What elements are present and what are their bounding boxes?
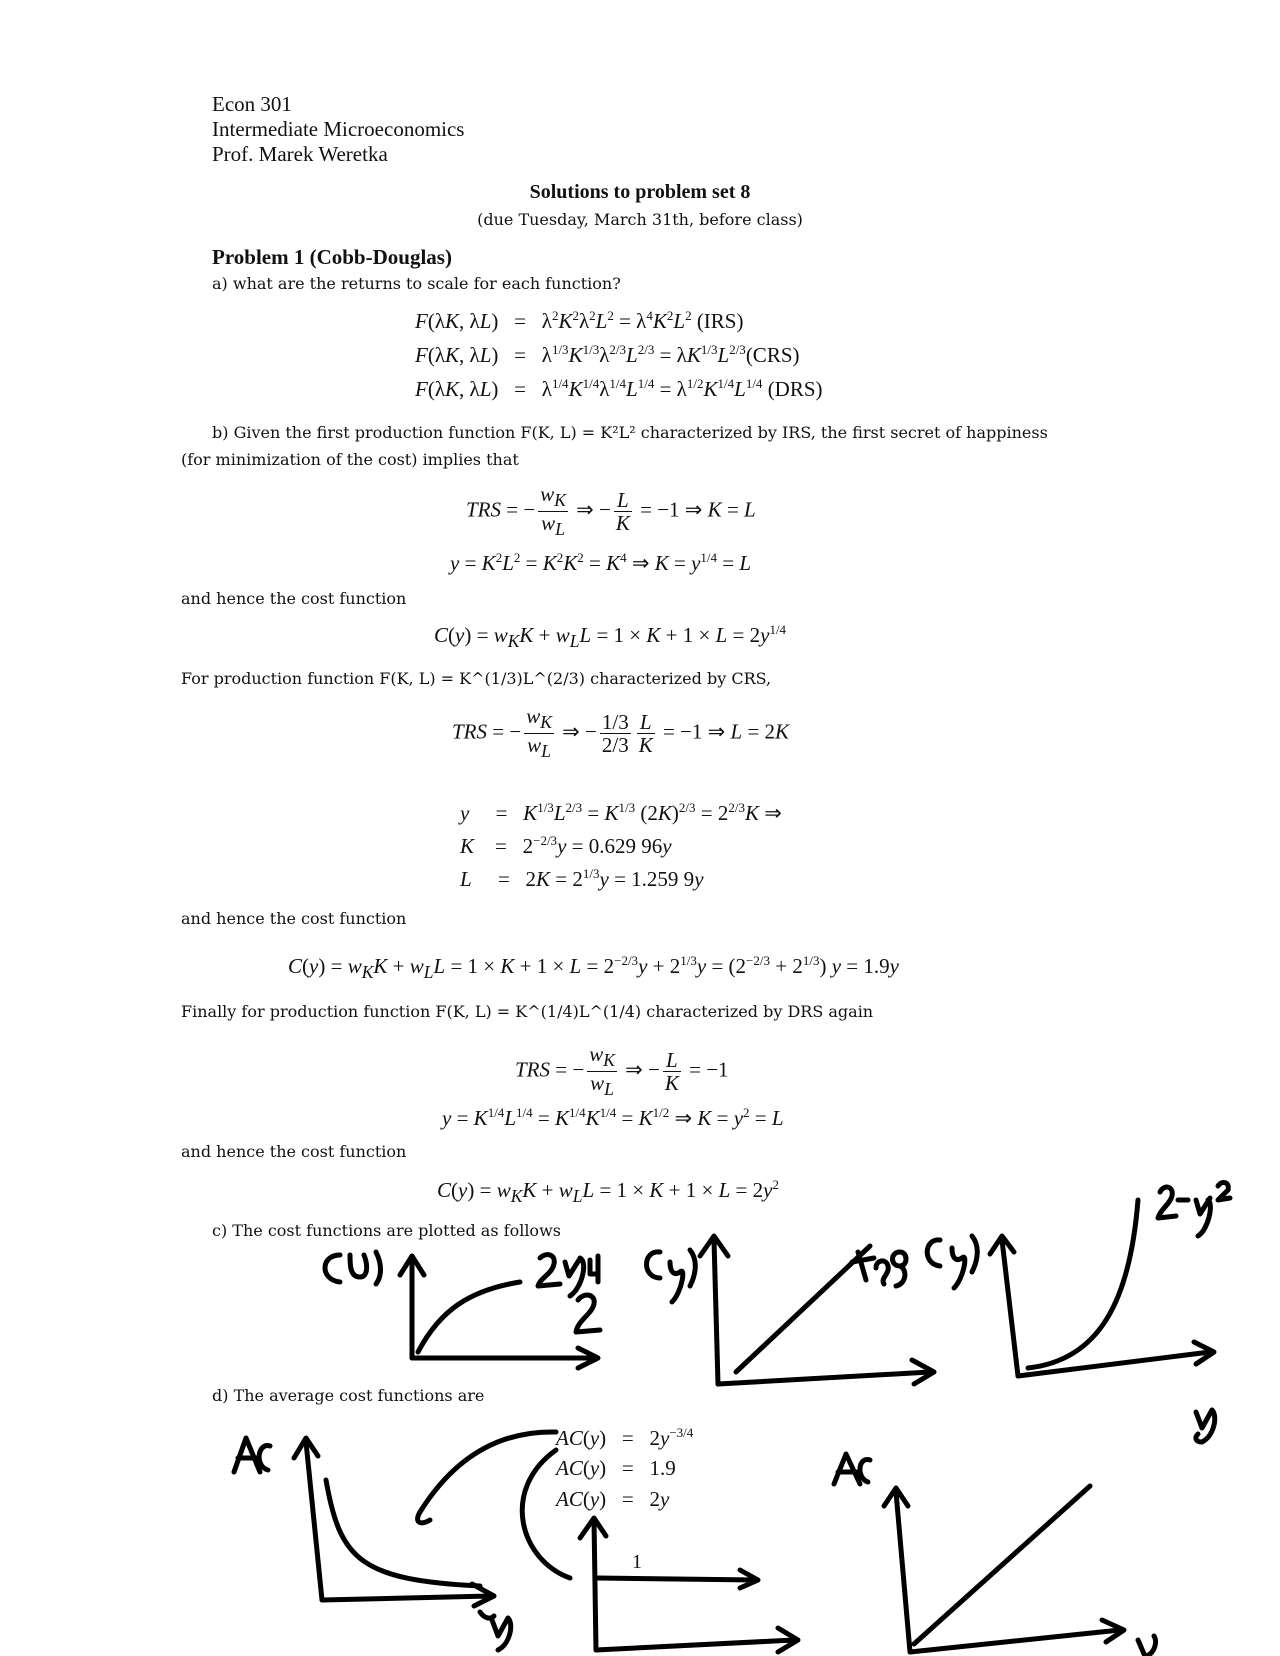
problem-heading: Problem 1 (Cobb-Douglas) bbox=[212, 245, 452, 269]
eq-a-1: F(λK, $\lambda L) = \lambda^2K^2\lambda^2L^2 = \lambda^4K^2L^2$ (IRS) bbox=[415, 308, 744, 333]
trs-equation-3: TRS = − $\frac{w_K}{w_L}$ ⇒ − $\frac{L}{K}$ = −1 bbox=[515, 1042, 729, 1100]
ac-plot-2 bbox=[522, 1450, 798, 1652]
trs-equation-1: TRS = − $\frac{w_K}{w_L}$ ⇒ − $\frac{L}{K}$ = −1 ⇒ K = L bbox=[466, 482, 756, 540]
course-number: Econ 301 bbox=[212, 92, 292, 116]
eq-a-3: F(λK, $\lambda L) = \lambda^{1/4}K^{1/4}\lambda^{1/4}L^{1/4} = \lambda^{1/2}K^{1/4}L^{1/4}$ (DRS) bbox=[415, 376, 823, 401]
cost-function-2: $C(y) = w_KK + w_LL = 1 \times K + 1 \times L = 2^{-2/3}y + 2^{1/3}y = (2^{-2/3} + 2^{1/3}) y = 1.9y$ bbox=[288, 953, 899, 983]
cost-function-3: $C(y) = w_KK + w_LL = 1 \times K + 1 \times L = 2y^2$ bbox=[437, 1177, 779, 1207]
cost-plot-1 bbox=[325, 1252, 600, 1368]
page-number: 1 bbox=[632, 1551, 642, 1573]
hence-text-1: and hence the cost function bbox=[181, 589, 407, 608]
cost-function-1: $C(y) = w_KK + w_LL = 1 \times K + 1 \times L = 2y^{1/4}$ bbox=[434, 622, 787, 652]
eq-a-2: F(λK, $\lambda L) = \lambda^{1/3}K^{1/3}\lambda^{2/3}L^{2/3} = \lambda K^{1/3}L^{2/3}(CRS)$ bbox=[415, 342, 800, 367]
crs-row-y: y = $K^{1/3}L^{2/3} = K^{1/3}$ $(2K)^{2/3} = 2^{2/3}K$ ⇒ bbox=[460, 800, 782, 825]
ac-row-3: AC(y) = 2y bbox=[556, 1487, 670, 1511]
hence-text-3: and hence the cost function bbox=[181, 1142, 407, 1161]
part-a-question: a) what are the returns to scale for each function? bbox=[212, 274, 621, 293]
output-equation-1: $y = K^2L^2 = K^2K^2 = K^4$ ⇒ $K = y^{1/4} = L$ bbox=[450, 550, 752, 575]
trs-equation-2: TRS = − $\frac{w_K}{w_L}$ ⇒ − $\frac{1/3}{2/3}$ $\frac{L}{K}$ = −1 ⇒ L = 2K bbox=[452, 704, 790, 762]
part-d-text: d) The average cost functions are bbox=[212, 1386, 485, 1405]
ac-row-1: $AC(y) = 2y^{-3/4}$ bbox=[556, 1425, 694, 1450]
document-subtitle: (due Tuesday, March 31th, before class) bbox=[477, 210, 803, 229]
drs-intro: Finally for production function F(K, L) = K^(1/4)L^(1/4) characterized by DRS again bbox=[181, 1002, 874, 1021]
crs-intro: For production function F(K, L) = K^(1/3)L^(2/3) characterized by CRS, bbox=[181, 669, 772, 688]
cost-plot-2 bbox=[647, 1236, 978, 1384]
ac-plot-3 bbox=[834, 1454, 1156, 1656]
crs-row-l: L = $2K = 2^{1/3}y = 1.259$ 9y bbox=[460, 866, 704, 891]
cost-plot-3 bbox=[990, 1183, 1230, 1442]
document-title: Solutions to problem set 8 bbox=[529, 181, 751, 203]
instructor: Prof. Marek Weretka bbox=[212, 142, 388, 166]
ac-plot-1 bbox=[234, 1432, 556, 1650]
output-equation-3: $y = K^{1/4}L^{1/4} = K^{1/4}K^{1/4} = K^{1/2}$ ⇒ $K = y^2 = L$ bbox=[442, 1105, 784, 1130]
hence-text-2: and hence the cost function bbox=[181, 909, 407, 928]
part-b-text-1: b) Given the first production function F(K, L) = K²L² characterized by IRS, the first secret of happiness bbox=[212, 423, 1048, 442]
part-b-text-2: (for minimization of the cost) implies that bbox=[181, 450, 519, 469]
part-c-text: c) The cost functions are plotted as follows bbox=[212, 1221, 561, 1240]
ac-row-2: AC(y) = 1.9 bbox=[556, 1456, 676, 1480]
crs-row-k: K = $2^{-2/3}y = 0.629$ 96y bbox=[460, 833, 672, 858]
course-title: Intermediate Microeconomics bbox=[212, 117, 465, 141]
